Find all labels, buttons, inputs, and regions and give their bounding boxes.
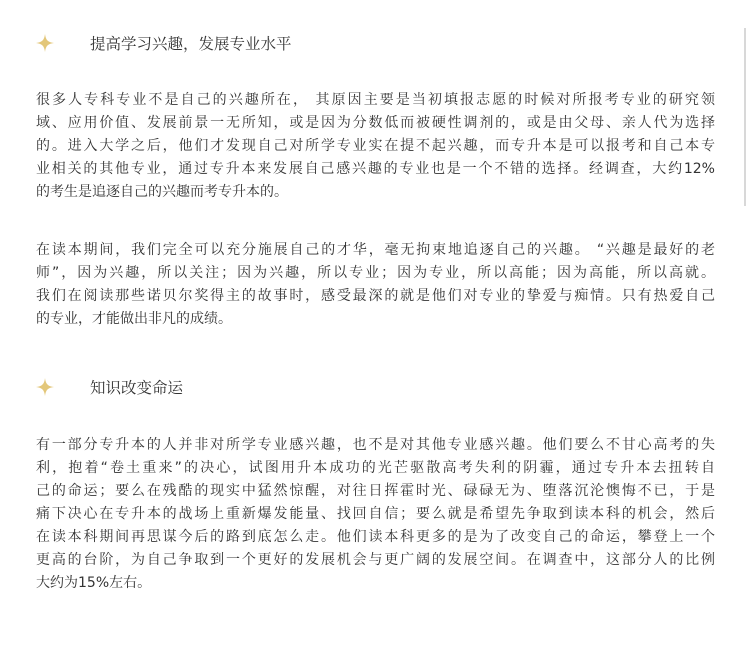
text-line: 的考生是追逐自己的兴趣而考专升本的。 <box>36 184 288 200</box>
text-line: 有一部分专升本的人并非对所学专业感兴趣，也不是对其他专业感兴趣。他们要么不甘心高考的失 <box>36 437 715 453</box>
text-line: 在读本科期间再思谋今后的路到底怎么走。他们读本科更多的是为了改变自己的命运，攀登上一个 <box>36 529 715 545</box>
text-line: 业相关的其他专业，通过专升本来发展自己感兴趣的专业也是一个不错的选择。经调查，大约12% <box>36 161 715 177</box>
paragraph <box>36 239 715 331</box>
paragraph <box>36 434 715 595</box>
text-line: 更高的台阶，为自己争取到一个更好的发展机会与更广阔的发展空间。在调查中，这部分人的比例 <box>36 552 715 568</box>
text-line: 的专业，才能做出非凡的成绩。 <box>36 311 232 327</box>
text-line: 痛下决心在专升本的战场上重新爆发能量、找回自信；要么就是希望先争取到读本科的机会，然后 <box>36 506 715 522</box>
paragraph <box>36 89 715 204</box>
text-line: 大约为15%左右。 <box>36 575 152 591</box>
four-point-star-icon <box>36 34 54 52</box>
text-line: 利，抱着“卷土重来”的决心，试图用升本成功的光芒驱散高考失利的阴霾，通过专升本去扭转自 <box>36 460 715 476</box>
section-heading-text: 提高学习兴趣，发展专业水平 <box>90 35 292 53</box>
section-heading-text: 知识改变命运 <box>90 379 184 397</box>
text-line: 很多人专科专业不是自己的兴趣所在， 其原因主要是当初填报志愿的时候对所报考专业的研究领 <box>36 92 715 108</box>
text-line: 在读本期间，我们完全可以充分施展自己的才华，毫无拘束地追逐自己的兴趣。 “兴趣是最好的老 <box>36 242 715 258</box>
text-line: 域、应用价值、发展前景一无所知，或是因为分数低而被硬性调剂的，或是由父母、亲人代为选择 <box>36 115 715 131</box>
scroll-edge-divider <box>744 28 746 206</box>
text-line: 己的命运；要么在残酷的现实中猛然惊醒，对往日挥霍时光、碌碌无为、堕落沉沦懊悔不已，于是 <box>36 483 715 499</box>
four-point-star-icon <box>36 378 54 396</box>
section-heading-interest <box>36 31 292 55</box>
text-line: 我们在阅读那些诺贝尔奖得主的故事时，感受最深的就是他们对专业的挚爱与痴情。只有热爱自己 <box>36 288 715 304</box>
text-line: 的。进入大学之后，他们才发现自己对所学专业实在提不起兴趣，而专升本是可以报考和自己本专 <box>36 138 715 154</box>
text-line: 师”，因为兴趣，所以关注；因为兴趣，所以专业；因为专业，所以高能；因为高能，所以高就。 <box>36 265 715 281</box>
section-heading-knowledge <box>36 375 183 399</box>
